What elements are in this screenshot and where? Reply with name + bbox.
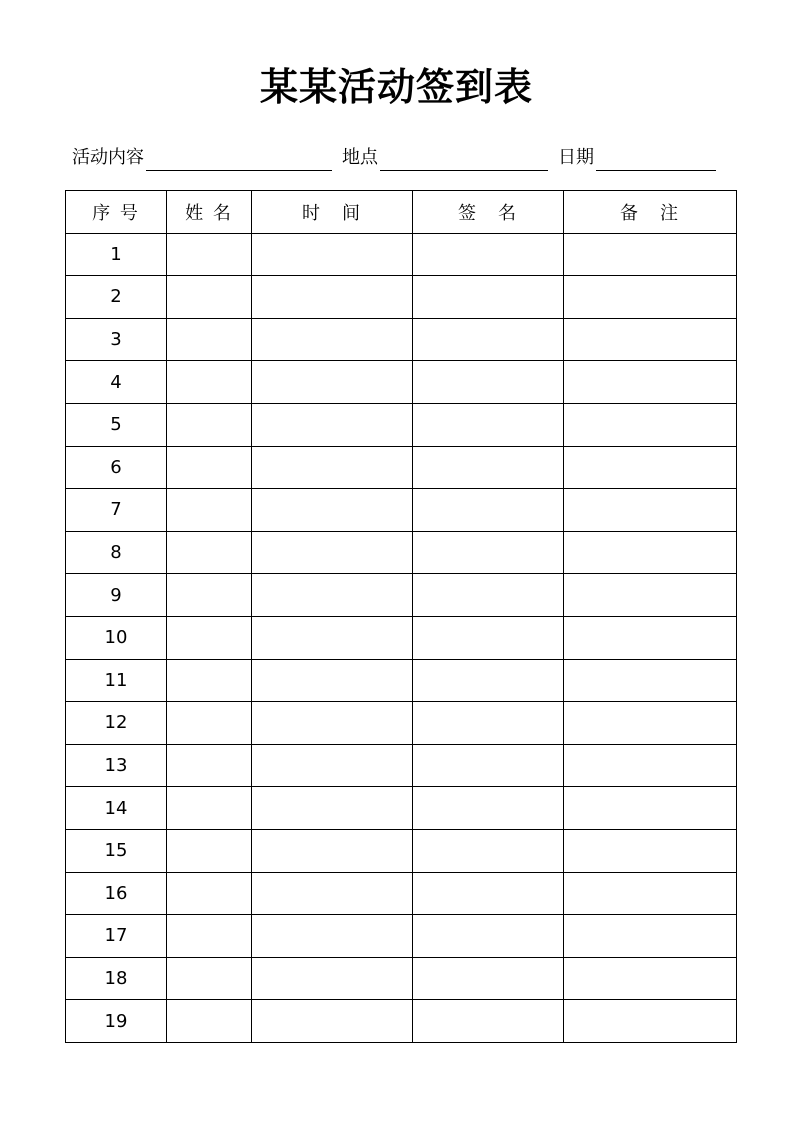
row-signature-cell[interactable]	[413, 744, 564, 787]
row-time-cell[interactable]	[252, 1000, 413, 1043]
table-row	[66, 829, 737, 872]
row-name-cell[interactable]	[167, 829, 252, 872]
row-name-cell[interactable]	[167, 446, 252, 489]
row-time-cell[interactable]	[252, 744, 413, 787]
content-field[interactable]	[146, 170, 332, 171]
row-name-cell[interactable]	[167, 403, 252, 446]
row-serial-number: 9	[66, 574, 167, 617]
row-name-cell[interactable]	[167, 702, 252, 745]
row-serial-number: 11	[66, 659, 167, 702]
row-time-cell[interactable]	[252, 276, 413, 319]
row-remarks-cell[interactable]	[564, 915, 737, 958]
row-signature-cell[interactable]	[413, 659, 564, 702]
row-time-cell[interactable]	[252, 829, 413, 872]
content-label: 活动内容	[72, 147, 144, 168]
row-name-cell[interactable]	[167, 659, 252, 702]
row-signature-cell[interactable]	[413, 787, 564, 830]
row-signature-cell[interactable]	[413, 361, 564, 404]
row-remarks-cell[interactable]	[564, 276, 737, 319]
row-remarks-cell[interactable]	[564, 446, 737, 489]
row-name-cell[interactable]	[167, 616, 252, 659]
row-name-cell[interactable]	[167, 787, 252, 830]
row-name-cell[interactable]	[167, 361, 252, 404]
row-signature-cell[interactable]	[413, 446, 564, 489]
row-name-cell[interactable]	[167, 489, 252, 532]
header-remarks: 备 注	[564, 191, 737, 234]
header-time: 时 间	[252, 191, 413, 234]
row-time-cell[interactable]	[252, 702, 413, 745]
row-signature-cell[interactable]	[413, 233, 564, 276]
row-serial-number: 3	[66, 318, 167, 361]
table-row	[66, 361, 737, 404]
row-name-cell[interactable]	[167, 744, 252, 787]
row-name-cell[interactable]	[167, 574, 252, 617]
page-title: 某某活动签到表	[259, 65, 533, 109]
row-serial-number: 18	[66, 957, 167, 1000]
table-header-row	[66, 191, 737, 234]
table-row	[66, 446, 737, 489]
date-label: 日期	[558, 147, 594, 168]
row-signature-cell[interactable]	[413, 1000, 564, 1043]
row-time-cell[interactable]	[252, 616, 413, 659]
row-remarks-cell[interactable]	[564, 659, 737, 702]
row-time-cell[interactable]	[252, 659, 413, 702]
row-remarks-cell[interactable]	[564, 829, 737, 872]
row-signature-cell[interactable]	[413, 276, 564, 319]
row-serial-number: 8	[66, 531, 167, 574]
row-remarks-cell[interactable]	[564, 787, 737, 830]
row-serial-number: 2	[66, 276, 167, 319]
row-serial-number: 17	[66, 915, 167, 958]
row-time-cell[interactable]	[252, 574, 413, 617]
row-signature-cell[interactable]	[413, 702, 564, 745]
row-signature-cell[interactable]	[413, 531, 564, 574]
row-serial-number: 4	[66, 361, 167, 404]
row-signature-cell[interactable]	[413, 318, 564, 361]
row-time-cell[interactable]	[252, 233, 413, 276]
row-serial-number: 10	[66, 616, 167, 659]
row-remarks-cell[interactable]	[564, 872, 737, 915]
row-signature-cell[interactable]	[413, 403, 564, 446]
table-row	[66, 574, 737, 617]
header-signature: 签 名	[413, 191, 564, 234]
row-name-cell[interactable]	[167, 957, 252, 1000]
row-serial-number: 7	[66, 489, 167, 532]
row-remarks-cell[interactable]	[564, 957, 737, 1000]
table-body	[66, 233, 737, 1042]
table-row	[66, 787, 737, 830]
table-row	[66, 744, 737, 787]
table-row	[66, 531, 737, 574]
row-serial-number: 14	[66, 787, 167, 830]
row-signature-cell[interactable]	[413, 829, 564, 872]
sign-in-table	[65, 190, 737, 1043]
row-time-cell[interactable]	[252, 915, 413, 958]
row-serial-number: 15	[66, 829, 167, 872]
table-row	[66, 233, 737, 276]
row-name-cell[interactable]	[167, 915, 252, 958]
row-serial-number: 19	[66, 1000, 167, 1043]
row-remarks-cell[interactable]	[564, 489, 737, 532]
table-row	[66, 659, 737, 702]
activity-info-row	[0, 145, 793, 173]
row-time-cell[interactable]	[252, 787, 413, 830]
row-name-cell[interactable]	[167, 1000, 252, 1043]
row-time-cell[interactable]	[252, 957, 413, 1000]
row-serial-number: 12	[66, 702, 167, 745]
row-time-cell[interactable]	[252, 446, 413, 489]
row-remarks-cell[interactable]	[564, 616, 737, 659]
row-remarks-cell[interactable]	[564, 233, 737, 276]
row-serial-number: 13	[66, 744, 167, 787]
row-remarks-cell[interactable]	[564, 1000, 737, 1043]
row-signature-cell[interactable]	[413, 915, 564, 958]
row-remarks-cell[interactable]	[564, 318, 737, 361]
row-name-cell[interactable]	[167, 872, 252, 915]
row-signature-cell[interactable]	[413, 616, 564, 659]
location-field[interactable]	[380, 170, 548, 171]
row-serial-number: 16	[66, 872, 167, 915]
row-remarks-cell[interactable]	[564, 702, 737, 745]
row-remarks-cell[interactable]	[564, 531, 737, 574]
row-remarks-cell[interactable]	[564, 403, 737, 446]
table-row	[66, 276, 737, 319]
row-time-cell[interactable]	[252, 403, 413, 446]
header-serial: 序 号	[66, 191, 167, 234]
table-row	[66, 1000, 737, 1043]
row-name-cell[interactable]	[167, 531, 252, 574]
row-name-cell[interactable]	[167, 318, 252, 361]
row-time-cell[interactable]	[252, 361, 413, 404]
table-row	[66, 872, 737, 915]
table-row	[66, 616, 737, 659]
row-time-cell[interactable]	[252, 872, 413, 915]
row-signature-cell[interactable]	[413, 489, 564, 532]
row-name-cell[interactable]	[167, 276, 252, 319]
location-label: 地点	[342, 147, 378, 168]
row-serial-number: 1	[66, 233, 167, 276]
header-name: 姓 名	[167, 191, 252, 234]
row-signature-cell[interactable]	[413, 872, 564, 915]
date-field[interactable]	[596, 170, 716, 171]
row-signature-cell[interactable]	[413, 957, 564, 1000]
table-row	[66, 318, 737, 361]
row-remarks-cell[interactable]	[564, 744, 737, 787]
row-signature-cell[interactable]	[413, 574, 564, 617]
table-row	[66, 957, 737, 1000]
table-row	[66, 702, 737, 745]
row-time-cell[interactable]	[252, 318, 413, 361]
row-name-cell[interactable]	[167, 233, 252, 276]
row-serial-number: 6	[66, 446, 167, 489]
table-row	[66, 403, 737, 446]
row-time-cell[interactable]	[252, 531, 413, 574]
table-row	[66, 489, 737, 532]
row-serial-number: 5	[66, 403, 167, 446]
row-time-cell[interactable]	[252, 489, 413, 532]
table-row	[66, 915, 737, 958]
row-remarks-cell[interactable]	[564, 574, 737, 617]
row-remarks-cell[interactable]	[564, 361, 737, 404]
